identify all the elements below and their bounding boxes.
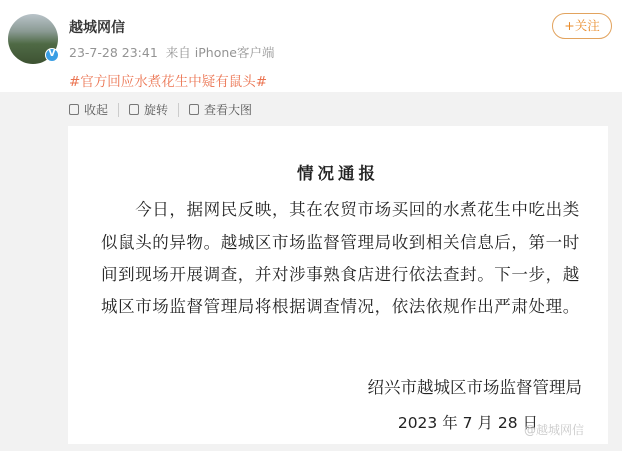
divider	[118, 103, 119, 117]
image-icon	[189, 104, 199, 115]
watermark: @越城网信	[524, 423, 585, 437]
collapse-icon	[69, 104, 79, 115]
notice-title: 情况通报	[297, 164, 379, 183]
rotate-label: 旋转	[144, 103, 169, 117]
notice-signature: 绍兴市越城区市场监督管理局	[367, 378, 582, 397]
notice-line: 今日，据网民反映，其在农贸市场买回的水煮花生中吃出类	[101, 200, 580, 219]
post-image[interactable]	[68, 126, 608, 444]
notice-date: 2023 年 7 月 28 日	[397, 414, 538, 432]
topic-link[interactable]: #官方回应水煮花生中疑有鼠头#	[69, 74, 268, 90]
post-meta	[69, 43, 282, 61]
notice-line: 似鼠头的异物。越城区市场监督管理局收到相关信息后，第一时	[101, 233, 580, 252]
view-large-label: 查看大图	[204, 103, 253, 117]
follow-button[interactable]: +关注	[552, 13, 612, 39]
notice-line: 城区市场监督管理局将根据调查情况，依法依规作出严肃处理。	[101, 297, 580, 316]
image-toolbar	[69, 101, 252, 118]
divider	[178, 103, 179, 117]
notice-line: 间到现场开展调查，并对涉事熟食店进行依法查封。下一步，越	[101, 265, 580, 284]
collapse-button[interactable]	[69, 101, 108, 118]
post-time[interactable]: 23-7-28 23:41	[69, 45, 158, 60]
verified-badge-icon: V	[45, 48, 59, 62]
collapse-label: 收起	[84, 103, 109, 117]
view-large-button[interactable]	[189, 101, 252, 118]
author-name[interactable]: 越城网信	[69, 20, 125, 36]
post-source: 来自 iPhone客户端	[165, 45, 275, 60]
rotate-button[interactable]	[129, 101, 168, 118]
rotate-icon	[129, 104, 139, 115]
